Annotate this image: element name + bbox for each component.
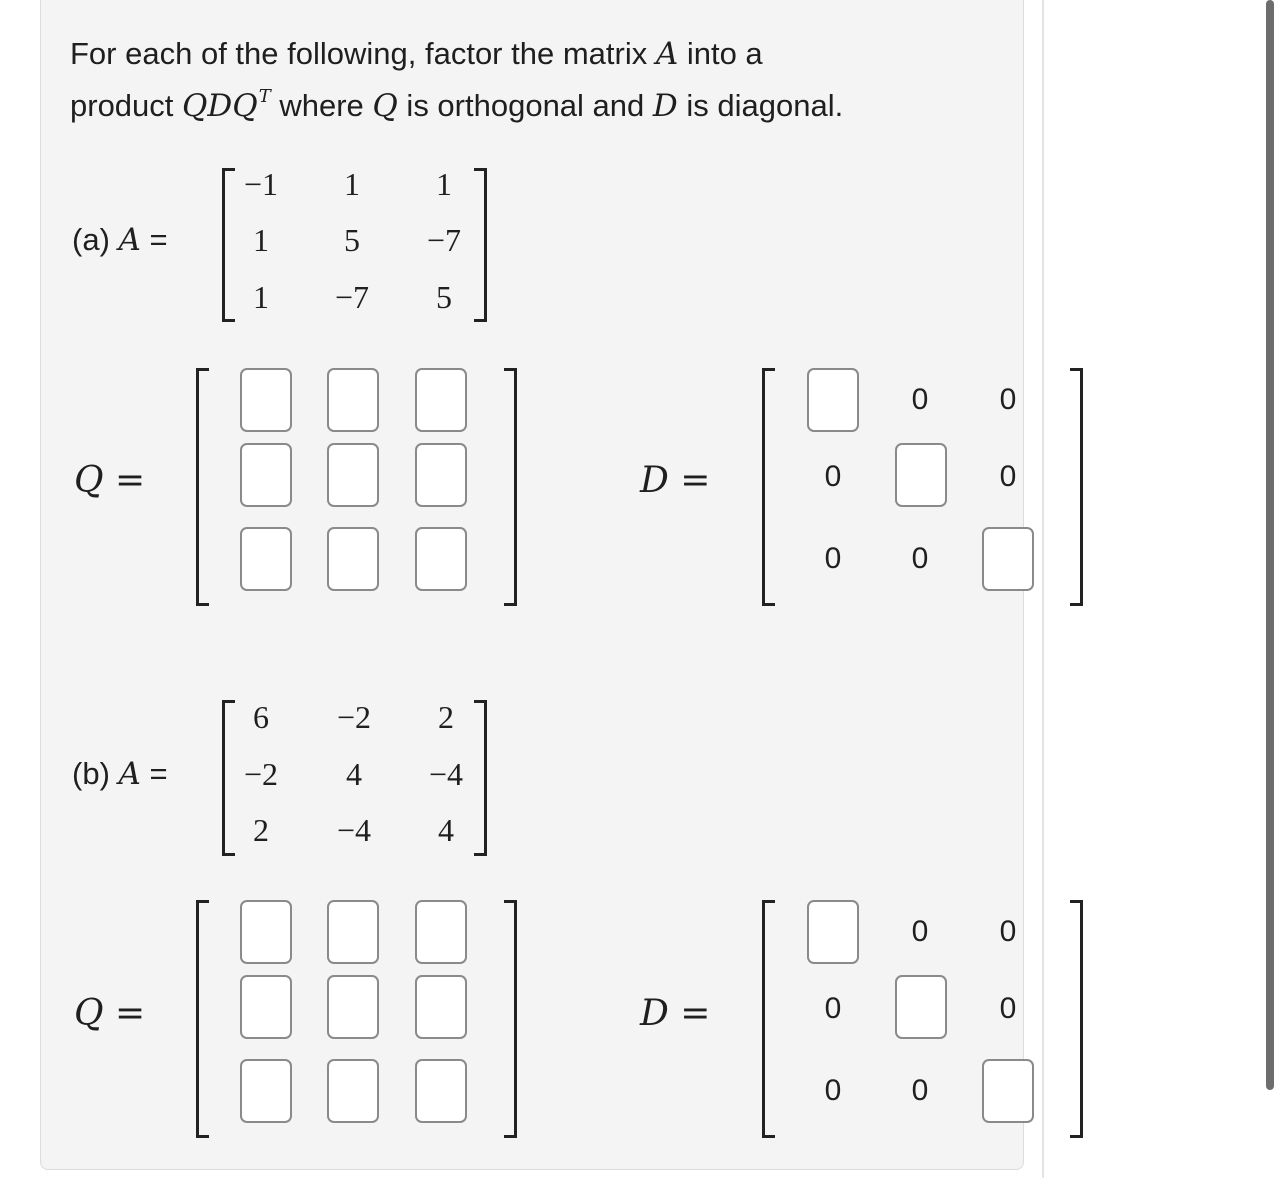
q-a-input-11[interactable] <box>240 368 292 432</box>
d-a-input-33[interactable] <box>982 527 1034 591</box>
matrix-cell: −7 <box>426 222 462 258</box>
matrix-cell: 4 <box>346 756 362 792</box>
d-label: D = <box>640 460 711 501</box>
matrix-bracket-right <box>504 368 517 606</box>
q-a-input-32[interactable] <box>327 527 379 591</box>
zero-entry: 0 <box>824 460 842 493</box>
matrix-bracket-right <box>1070 900 1083 1138</box>
matrix-cell: 5 <box>344 222 360 258</box>
symbol-qdq: QDQ <box>182 88 258 124</box>
prompt-text: For each of the following, factor the matrix <box>70 36 656 71</box>
matrix-cell: 1 <box>253 279 269 315</box>
scrollbar[interactable] <box>1266 0 1274 1090</box>
q-a-input-23[interactable] <box>415 443 467 507</box>
zero-entry: 0 <box>911 383 929 416</box>
zero-entry: 0 <box>911 915 929 948</box>
q-b-input-32[interactable] <box>327 1059 379 1123</box>
matrix-bracket-right <box>474 168 487 322</box>
symbol-transpose: T <box>258 86 271 107</box>
q-label: Q = <box>74 460 146 501</box>
matrix-cell: 1 <box>344 166 360 202</box>
q-b-input-31[interactable] <box>240 1059 292 1123</box>
zero-entry: 0 <box>824 542 842 575</box>
zero-entry: 0 <box>911 542 929 575</box>
q-a-input-31[interactable] <box>240 527 292 591</box>
matrix-cell: 1 <box>253 222 269 258</box>
q-b-input-33[interactable] <box>415 1059 467 1123</box>
q-b-input-12[interactable] <box>327 900 379 964</box>
d-a-input-11[interactable] <box>807 368 859 432</box>
d-label: D = <box>640 993 711 1034</box>
prompt-text: is orthogonal and <box>397 88 653 123</box>
zero-entry: 0 <box>911 1074 929 1107</box>
q-a-input-33[interactable] <box>415 527 467 591</box>
prompt-text: product <box>70 88 183 123</box>
matrix-cell: −4 <box>336 812 372 848</box>
part-b-label: (b) A = <box>72 756 168 792</box>
zero-entry: 0 <box>999 992 1017 1025</box>
q-b-input-23[interactable] <box>415 975 467 1039</box>
matrix-bracket-left <box>762 900 775 1138</box>
matrix-cell: 1 <box>436 166 452 202</box>
q-b-input-21[interactable] <box>240 975 292 1039</box>
matrix-cell: −1 <box>243 166 279 202</box>
symbol-q: Q <box>372 88 398 124</box>
zero-entry: 0 <box>824 1074 842 1107</box>
d-a-input-22[interactable] <box>895 443 947 507</box>
symbol-d: D <box>652 88 678 124</box>
matrix-cell: 6 <box>253 699 269 735</box>
matrix-cell: −2 <box>336 699 372 735</box>
q-b-input-11[interactable] <box>240 900 292 964</box>
d-b-input-33[interactable] <box>982 1059 1034 1123</box>
prompt-text: is diagonal. <box>677 88 844 123</box>
matrix-bracket-right <box>1070 368 1083 606</box>
q-a-input-13[interactable] <box>415 368 467 432</box>
d-b-input-11[interactable] <box>807 900 859 964</box>
q-label: Q = <box>74 993 146 1034</box>
matrix-bracket-left <box>196 900 209 1138</box>
matrix-bracket-left <box>196 368 209 606</box>
prompt-text: where <box>270 88 373 123</box>
zero-entry: 0 <box>999 383 1017 416</box>
zero-entry: 0 <box>999 460 1017 493</box>
matrix-cell: 5 <box>436 279 452 315</box>
matrix-cell: 4 <box>438 812 454 848</box>
matrix-cell: −2 <box>243 756 279 792</box>
symbol-a: A <box>655 36 679 72</box>
d-b-input-22[interactable] <box>895 975 947 1039</box>
matrix-cell: 2 <box>253 812 269 848</box>
matrix-cell: −7 <box>334 279 370 315</box>
matrix-cell: 2 <box>438 699 454 735</box>
q-b-input-13[interactable] <box>415 900 467 964</box>
q-b-input-22[interactable] <box>327 975 379 1039</box>
q-a-input-12[interactable] <box>327 368 379 432</box>
part-a-label: (a) A = <box>72 222 168 258</box>
question-prompt <box>70 28 1010 137</box>
zero-entry: 0 <box>999 915 1017 948</box>
prompt-text: into a <box>678 36 763 71</box>
matrix-bracket-right <box>504 900 517 1138</box>
matrix-cell: −4 <box>428 756 464 792</box>
q-a-input-22[interactable] <box>327 443 379 507</box>
q-a-input-21[interactable] <box>240 443 292 507</box>
divider <box>1042 0 1044 1178</box>
question-panel <box>40 0 1024 1170</box>
zero-entry: 0 <box>824 992 842 1025</box>
matrix-bracket-left <box>762 368 775 606</box>
